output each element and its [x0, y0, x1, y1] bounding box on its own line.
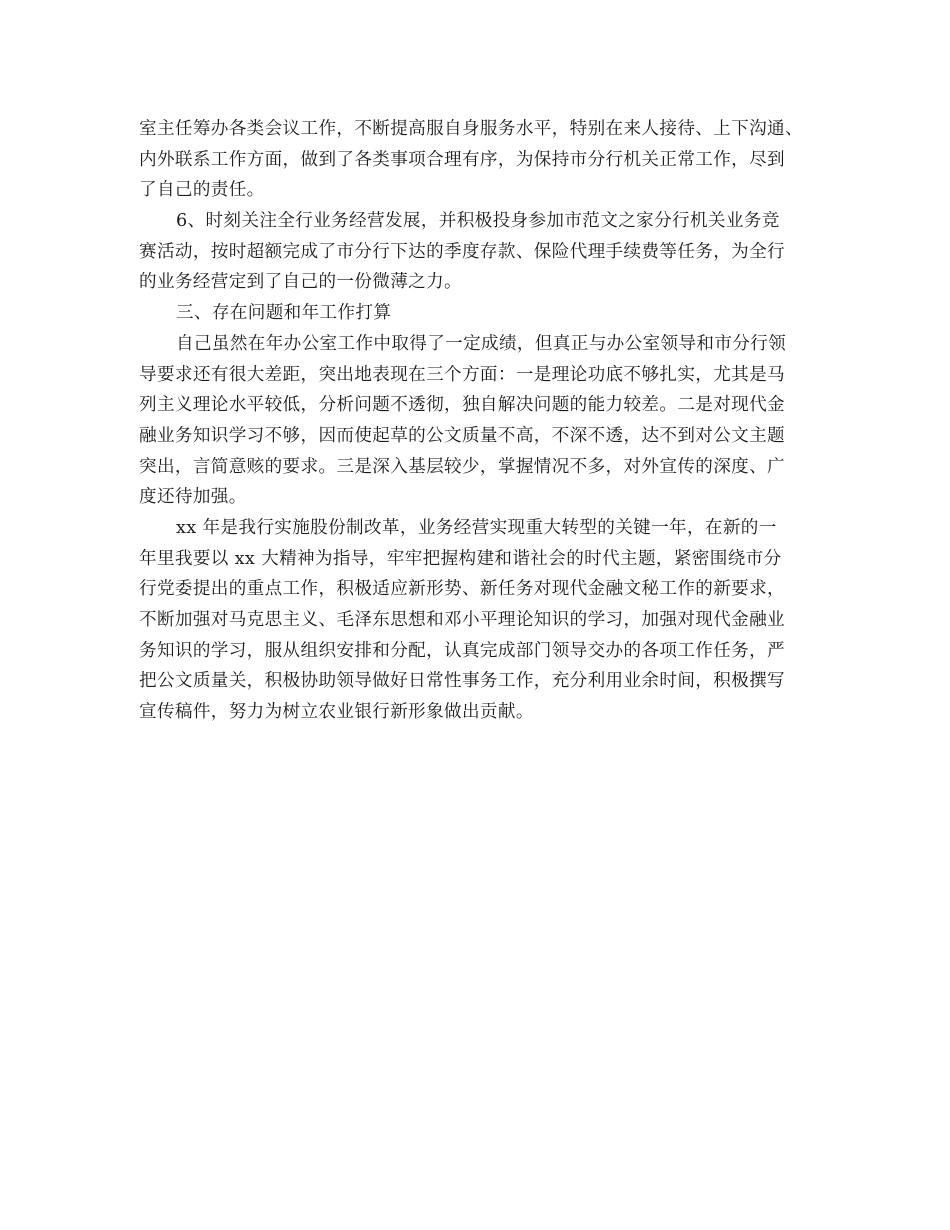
- text-line: 赛活动，按时超额完成了市分行下达的季度存款、保险代理手续费等任务，为全行: [139, 241, 785, 262]
- text-line: 突出，言简意赅的要求。三是深入基层较少，掌握情况不多，对外宣传的深度、广: [139, 456, 785, 477]
- text-line: 行党委提出的重点工作，积极适应新形势、新任务对现代金融文秘工作的新要求，: [139, 579, 785, 600]
- text-line: 宣传稿件，努力为树立农业银行新形象做出贡献。: [139, 702, 534, 723]
- text-line: 把公文质量关，积极协助领导做好日常性事务工作，充分利用业余时间，积极撰写: [139, 671, 785, 692]
- text-line: 自己虽然在年办公室工作中取得了一定成绩，但真正与办公室领导和市分行领: [176, 333, 787, 354]
- text-line: 导要求还有很大差距，突出地表现在三个方面：一是理论功底不够扎实，尤其是马: [139, 364, 785, 385]
- text-line: 室主任筹办各类会议工作，不断提高服自身服务水平，特别在来人接待、上下沟通、: [139, 119, 803, 139]
- document-page: [139, 114, 829, 728]
- text-line: xx 年是我行实施股份制改革，业务经营实现重大转型的关键一年，在新的一: [176, 517, 777, 538]
- text-line: 列主义理论水平较低，分析问题不透彻，独自解决问题的能力较差。二是对现代金: [139, 395, 785, 416]
- text-line: 6、时刻关注全行业务经营发展，并积极投身参加市范文之家分行机关业务竞: [176, 211, 780, 232]
- text-line: 了自己的责任。: [139, 180, 265, 201]
- text-line: 度还待加强。: [139, 487, 247, 508]
- text-line: 不断加强对马克思主义、毛泽东思想和邓小平理论知识的学习，加强对现代金融业: [139, 610, 785, 630]
- text-line: 年里我要以 xx 大精神为指导，牢牢把握构建和谐社会的时代主题，紧密围绕市分: [139, 548, 782, 569]
- text-line: 的业务经营定到了自己的一份微薄之力。: [139, 272, 462, 293]
- text-line: 务知识的学习，服从组织安排和分配，认真完成部门领导交办的各项工作任务，严: [139, 640, 785, 661]
- text-line: 内外联系工作方面，做到了各类事项合理有序，为保持市分行机关正常工作，尽到: [139, 149, 785, 170]
- text-line: 融业务知识学习不够，因而使起草的公文质量不高，不深不透，达不到对公文主题: [139, 425, 785, 446]
- section-heading: 三、存在问题和年工作打算: [176, 303, 392, 324]
